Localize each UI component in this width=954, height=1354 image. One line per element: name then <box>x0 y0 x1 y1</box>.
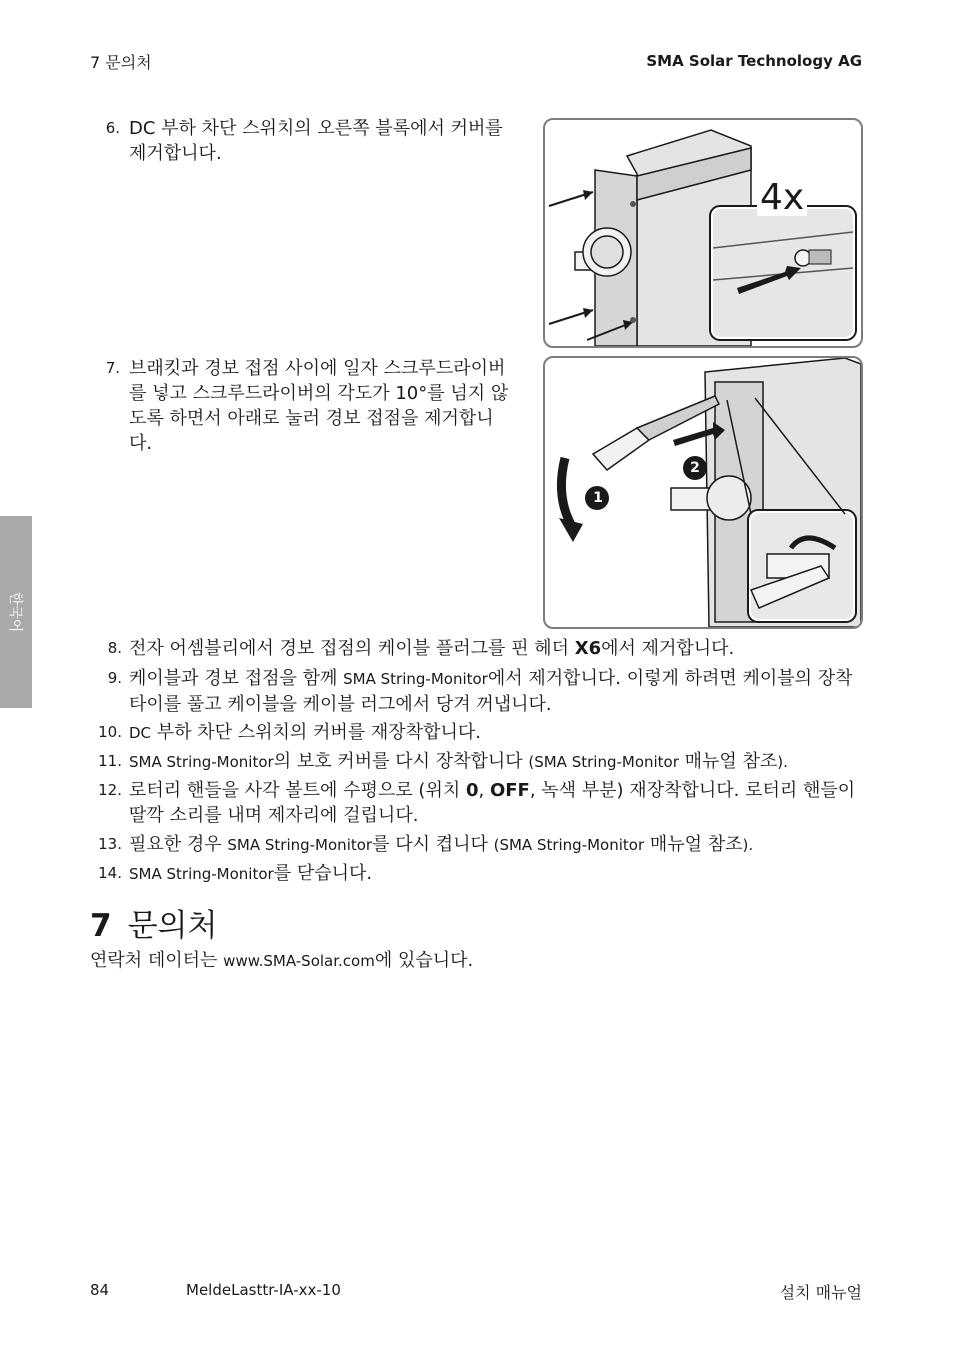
step-number: 13. <box>98 835 122 853</box>
figure-marker-1: 1 <box>593 490 603 506</box>
figure-marker-2: 2 <box>690 460 700 476</box>
step-number: 11. <box>98 752 122 770</box>
figure-remove-alarm-contact <box>543 356 863 629</box>
figure-remove-cover-drawing <box>545 120 861 346</box>
step-text: DC 부하 차단 스위치의 커버를 재장착합니다. <box>129 722 481 743</box>
step-text: 로터리 핸들을 사각 볼트에 수평으로 (위치 0, OFF, 녹색 부분) 재장착합니다. 로터리 핸들이 딸깍 소리를 내며 제자리에 걸립니다. <box>129 780 856 826</box>
figure-remove-cover <box>543 118 863 348</box>
step-number: 9. <box>107 669 122 687</box>
document-code: MeldeLasttr-IA-xx-10 <box>186 1281 341 1299</box>
step-text: 브래킷과 경보 접점 사이에 일자 스크루드라이버를 넣고 스크루드라이버의 각도가 10°를 넘지 않도록 하면서 아래로 눌러 경보 접점을 제거합니다. <box>129 358 509 454</box>
step-text: 필요한 경우 SMA String-Monitor를 다시 켭니다 (SMA String-Monitor 매뉴얼 참조). <box>129 834 754 855</box>
step-text: DC 부하 차단 스위치의 오른쪽 블록에서 커버를 제거합니다. <box>129 118 503 164</box>
section-heading <box>90 900 217 945</box>
contact-url-link[interactable]: www.SMA-Solar.com <box>223 952 375 970</box>
step-number: 8. <box>107 639 122 657</box>
step-text: 전자 어셈블리에서 경보 접점의 케이블 플러그를 핀 헤더 X6에서 제거합니다. <box>129 638 735 659</box>
page-number: 84 <box>90 1281 110 1299</box>
step-number: 12. <box>98 781 122 799</box>
language-tab <box>0 516 32 708</box>
step-text: SMA String-Monitor의 보호 커버를 다시 장착합니다 (SMA String-Monitor 매뉴얼 참조). <box>129 751 788 772</box>
step-number: 7. <box>105 359 120 377</box>
step-number: 6. <box>105 119 120 137</box>
section-number: 7 <box>90 908 112 944</box>
figure-multiplier-label: 4x <box>757 180 807 216</box>
step-number: 14. <box>98 864 122 882</box>
step-text: 케이블과 경보 접점을 함께 SMA String-Monitor에서 제거합니다. 이렇게 하려면 케이블의 장착 타이를 풀고 케이블을 케이블 러그에서 당겨 꺼냅니다. <box>129 668 853 715</box>
step-number: 10. <box>98 723 122 741</box>
running-header-chapter: 7 문의처 <box>90 53 152 72</box>
document-type: 설치 매뉴얼 <box>779 1283 862 1302</box>
contact-text: 연락처 데이터는 www.SMA-Solar.com에 있습니다. <box>90 950 474 971</box>
section-title: 문의처 <box>127 908 218 944</box>
step-text: SMA String-Monitor를 닫습니다. <box>129 863 373 884</box>
running-header-company: SMA Solar Technology AG <box>646 52 862 70</box>
language-tab-label: 한국어 <box>7 591 23 633</box>
